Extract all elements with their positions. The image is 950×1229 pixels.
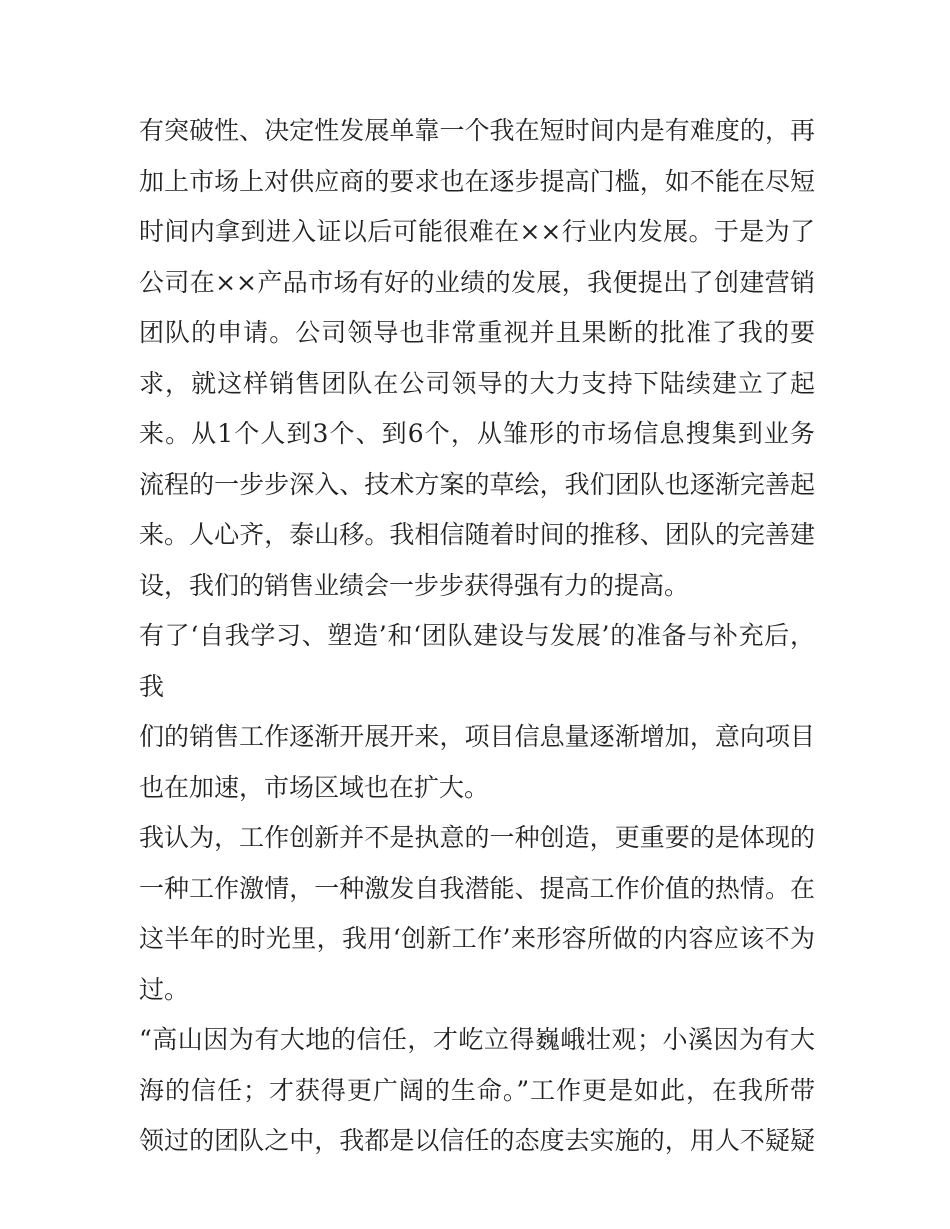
text-line: 加上市场上对供应商的要求也在逐步提高门槛，如不能在尽短 bbox=[139, 166, 815, 196]
document-text-block bbox=[139, 106, 815, 1167]
text-line: 过。 bbox=[139, 974, 190, 1004]
text-line: 有了‘自我学习、塑造’和‘团队建设与发展’的准备与补充后，我 bbox=[139, 621, 815, 701]
text-line: 流程的一步步深入、技术方案的草绘，我们团队也逐渐完善起 bbox=[139, 469, 815, 499]
text-line: 领过的团队之中，我都是以信任的态度去实施的，用人不疑疑 bbox=[139, 1126, 815, 1155]
text-line: 们的销售工作逐渐开展开来，项目信息量逐渐增加，意向项目 bbox=[139, 722, 815, 751]
text-line: 设，我们的销售业绩会一步步获得强有力的提高。 bbox=[139, 570, 690, 600]
text-line: 团队的申请。公司领导也非常重视并且果断的批准了我的要 bbox=[139, 318, 815, 347]
text-line: 时间内拿到进入证以后可能很难在××行业内发展。于是为了 bbox=[139, 217, 815, 246]
text-line: 来。人心齐，泰山移。我相信随着时间的推移、团队的完善建 bbox=[139, 520, 815, 549]
text-line: 求，就这样销售团队在公司领导的大力支持下陆续建立了起 bbox=[139, 368, 815, 398]
text-line: 我认为，工作创新并不是执意的一种创造，更重要的是体现的 bbox=[139, 823, 815, 852]
text-line: 也在加速，市场区域也在扩大。 bbox=[139, 772, 490, 802]
text-line: 海的信任；才获得更广阔的生命。”工作更是如此，在我所带 bbox=[139, 1075, 815, 1105]
text-line: 一种工作激情，一种激发自我潜能、提高工作价值的热情。在 bbox=[139, 873, 815, 903]
text-line: 有突破性、决定性发展单靠一个我在短时间内是有难度的，再 bbox=[139, 116, 815, 145]
text-line: 公司在××产品市场有好的业绩的发展，我便提出了创建营销 bbox=[139, 267, 815, 297]
text-line: 这半年的时光里，我用‘创新工作’来形容所做的内容应该不为 bbox=[139, 924, 815, 953]
text-line: “高山因为有大地的信任，才屹立得巍峨壮观；小溪因为有大 bbox=[139, 1025, 815, 1054]
text-line: 来。从1个人到3个、到6个，从雏形的市场信息搜集到业务 bbox=[139, 419, 815, 448]
